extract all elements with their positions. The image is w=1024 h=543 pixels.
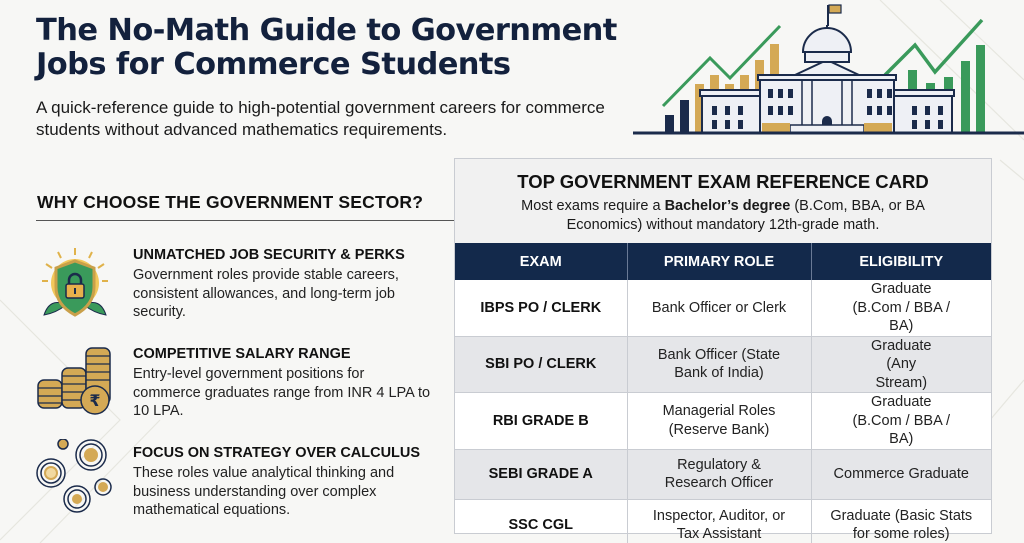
column-header-eligibility: ELIGIBILITY (811, 243, 991, 280)
svg-text:₹: ₹ (89, 391, 101, 410)
role-cell: Managerial Roles (Reserve Bank) (627, 393, 811, 450)
feature-title: COMPETITIVE SALARY RANGE (133, 346, 351, 362)
eligibility-cell: Commerce Graduate (811, 449, 991, 500)
card-header (455, 159, 991, 243)
why-section-heading: WHY CHOOSE THE GOVERNMENT SECTOR? (37, 192, 424, 212)
role-cell: Inspector, Auditor, or Tax Assistant (627, 500, 811, 543)
exam-cell: SEBI GRADE A (455, 449, 627, 500)
page-title: The No-Math Guide to Government Jobs for Commerce Students (36, 13, 617, 82)
table-row (455, 393, 991, 450)
table-row (455, 336, 991, 393)
table-row (455, 280, 991, 336)
eligibility-cell: Graduate (Basic Stats for some roles) (830, 507, 973, 542)
column-header-role: PRIMARY ROLE (627, 243, 811, 280)
section-divider (36, 220, 456, 221)
card-subtitle (455, 197, 991, 235)
feature-salary (36, 346, 446, 436)
feature-title: UNMATCHED JOB SECURITY & PERKS (133, 247, 405, 263)
feature-title: FOCUS ON STRATEGY OVER CALCULUS (133, 445, 421, 461)
eligibility-cell: Graduate (B.Com / BBA / BA) (811, 393, 991, 450)
concentric-circles-icon (36, 439, 114, 517)
exam-cell: IBPS PO / CLERK (455, 280, 627, 336)
exam-cell: RBI GRADE B (455, 393, 627, 450)
role-cell: Bank Officer (State Bank of India) (627, 336, 811, 393)
feature-job-security (36, 247, 446, 337)
role-cell: Bank Officer or Clerk (627, 280, 811, 336)
page-subtitle: A quick-reference guide to high-potential government careers for commerce students without advanced mathematics requirements. (36, 98, 605, 139)
table-row (455, 500, 991, 543)
table-row (455, 449, 991, 500)
feature-body: Government roles provide stable careers, consistent allowances, and long-term job security. (133, 267, 399, 320)
exam-cell: SSC CGL (455, 500, 627, 543)
feature-body: Entry-level government positions for commerce graduates range from INR 4 LPA to 10 LPA. (133, 366, 431, 419)
feature-strategy (36, 445, 446, 535)
exam-cell: SBI PO / CLERK (455, 336, 627, 393)
table-header-row (455, 243, 991, 280)
government-building-icon (630, 0, 1024, 150)
column-header-exam: EXAM (455, 243, 627, 280)
card-subtitle-emphasis: Bachelor’s degree (664, 198, 791, 214)
card-title: TOP GOVERNMENT EXAM REFERENCE CARD (517, 171, 929, 192)
card-subtitle-text: Most exams require a (521, 198, 665, 214)
shield-lock-icon (36, 245, 114, 323)
card-subtitle-text: (B.Com, BBA, or BA Economics) without mandatory 12th-grade math. (566, 198, 925, 233)
exam-table (455, 243, 991, 543)
eligibility-cell: Graduate (B.Com / BBA / BA) (811, 280, 991, 336)
eligibility-cell: Graduate (Any Stream) (811, 336, 991, 393)
exam-reference-card (454, 158, 992, 542)
feature-body: These roles value analytical thinking and business understanding over complex mathematical equations. (133, 465, 395, 518)
rupee-coin-stack-icon (36, 342, 114, 420)
role-cell: Regulatory & Research Officer (627, 449, 811, 500)
